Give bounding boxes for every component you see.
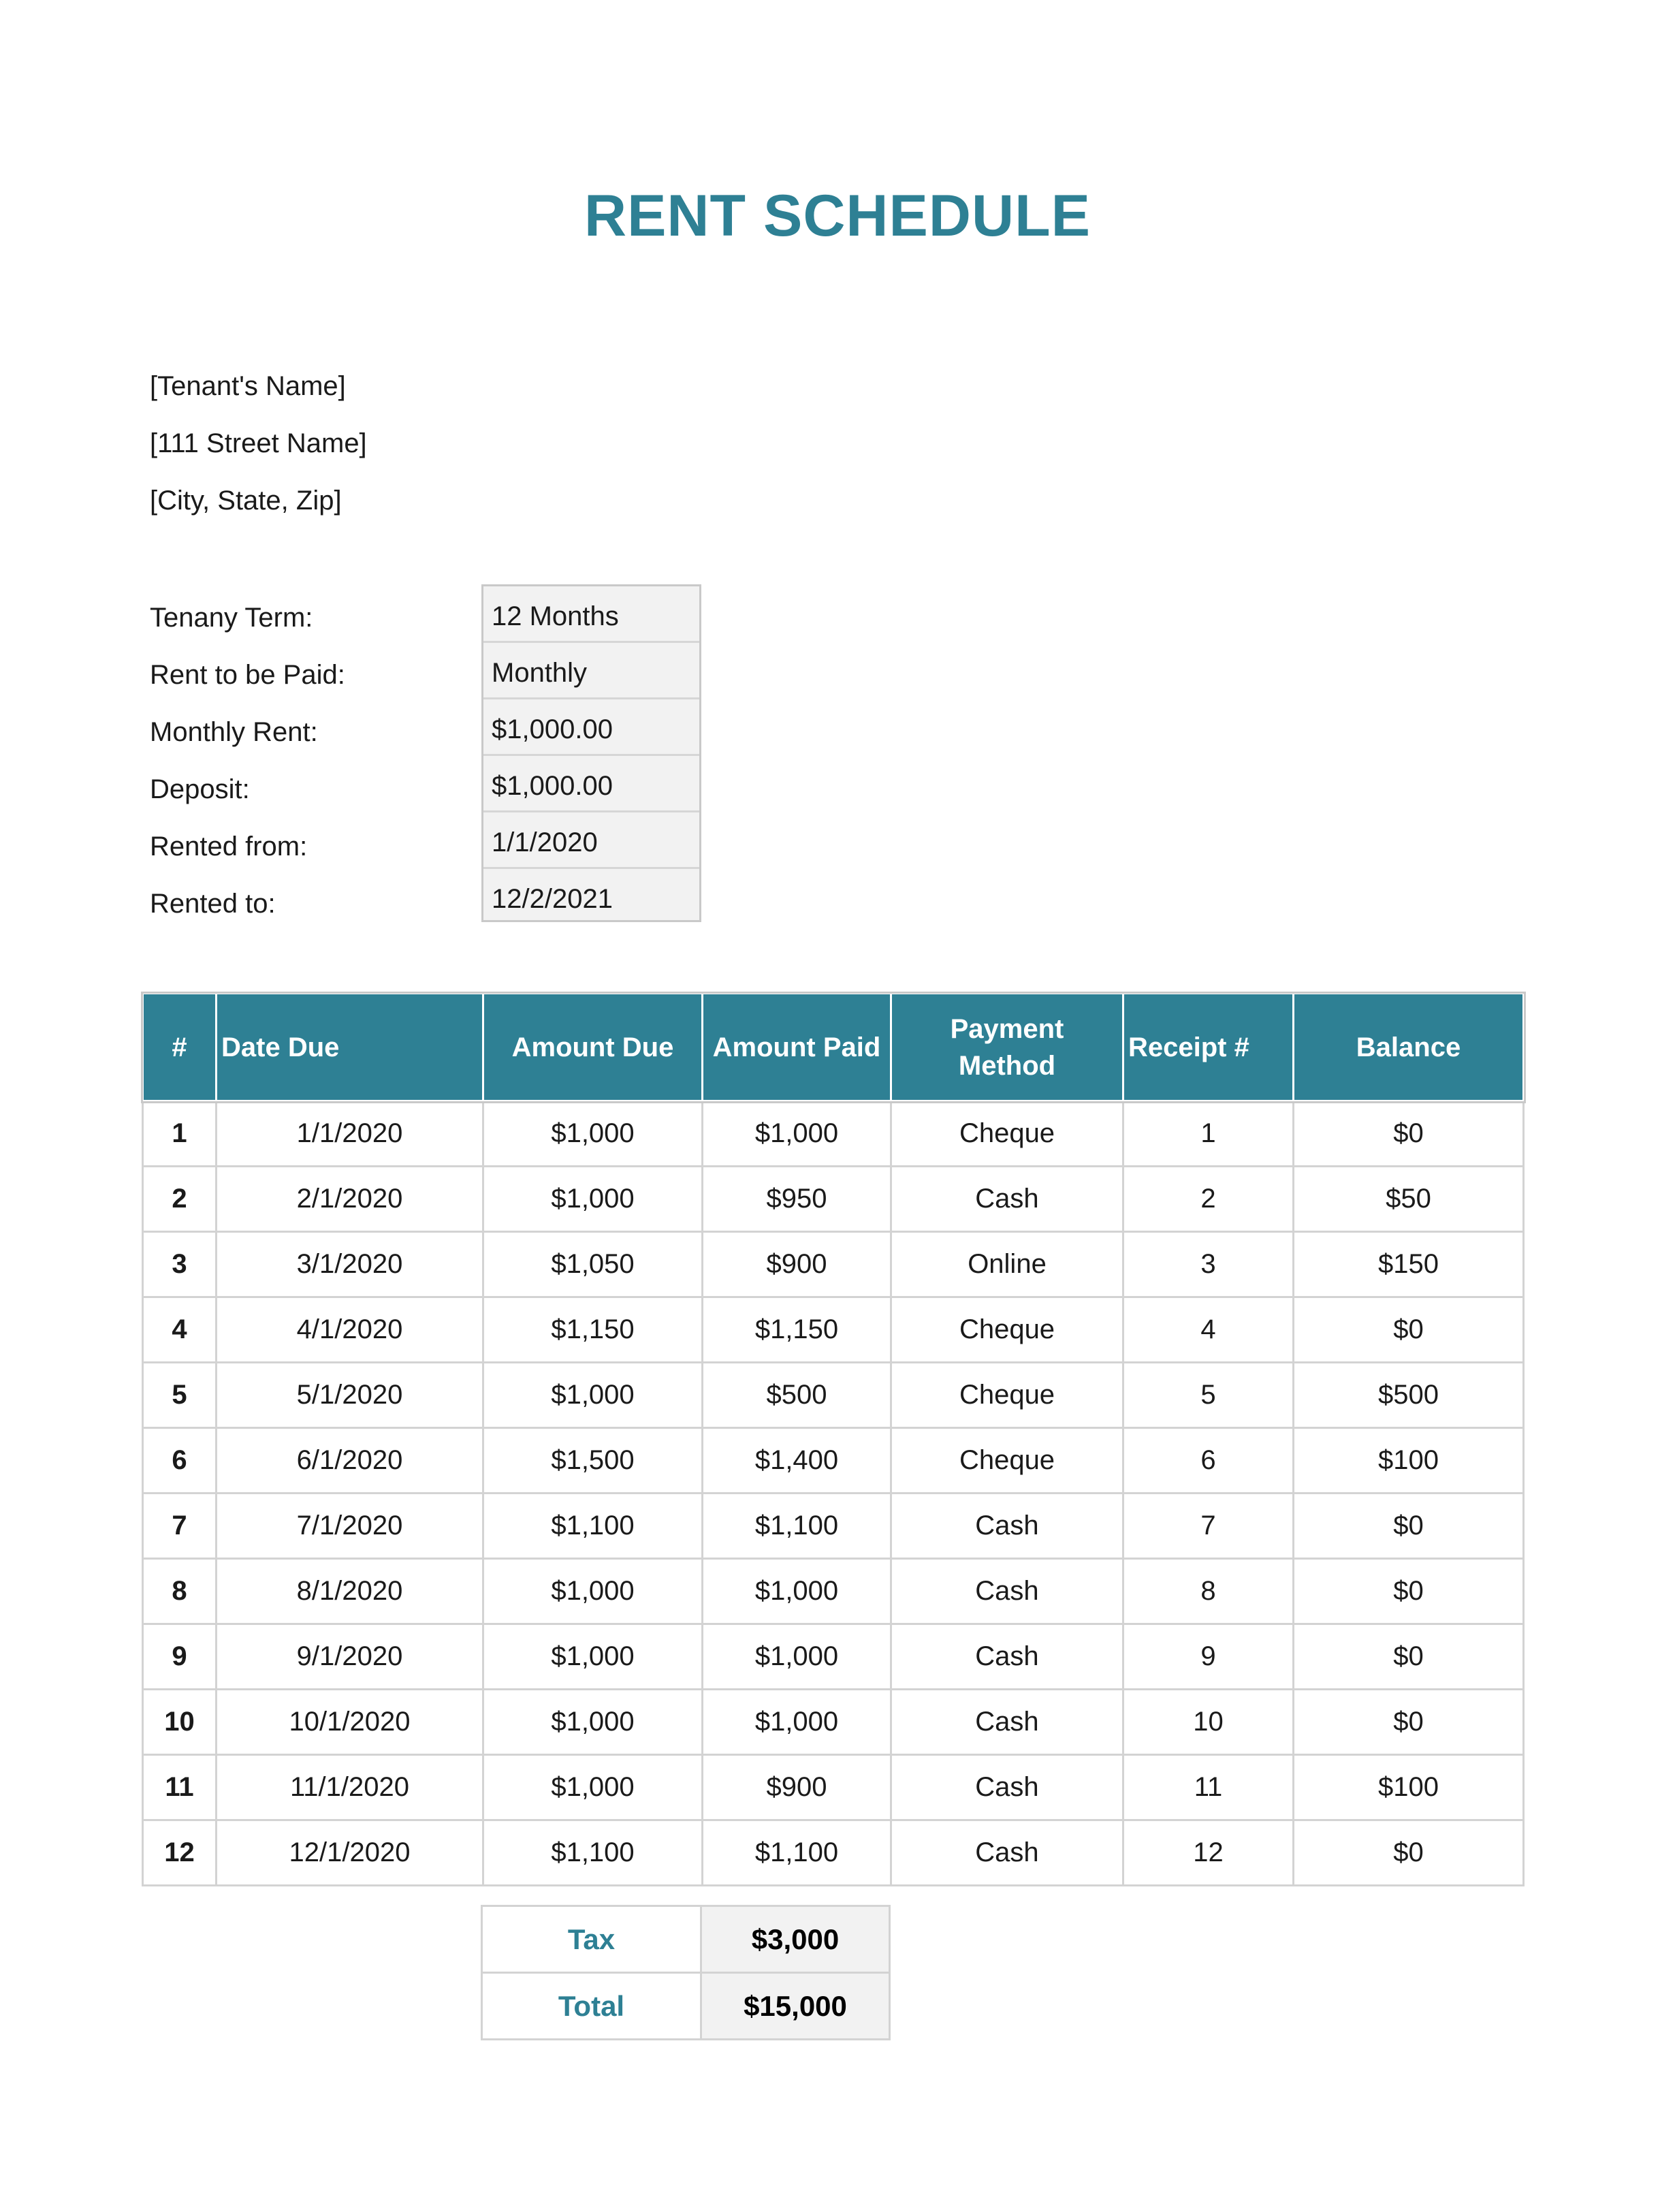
table-row (143, 1820, 1524, 1886)
total-row (482, 1973, 890, 2040)
header-payment-method-line1: Payment (950, 1013, 1064, 1044)
header-date-due: Date Due (217, 994, 483, 1101)
info-value-monthly-rent[interactable]: $1,000.00 (483, 699, 699, 756)
payment-method-cell[interactable]: Cash (891, 1624, 1123, 1690)
info-label-monthly-rent: Monthly Rent: (150, 717, 318, 747)
payment-method-cell[interactable]: Cheque (891, 1363, 1123, 1428)
row-number: 7 (143, 1494, 217, 1559)
amount-due-cell[interactable]: $1,000 (483, 1167, 703, 1232)
row-number: 3 (143, 1232, 217, 1297)
receipt-cell[interactable]: 2 (1123, 1167, 1294, 1232)
receipt-cell[interactable]: 7 (1123, 1494, 1294, 1559)
balance-cell[interactable]: $0 (1294, 1101, 1524, 1167)
amount-due-cell[interactable]: $1,150 (483, 1297, 703, 1363)
info-label-rented-to: Rented to: (150, 889, 276, 919)
payment-method-cell[interactable]: Cheque (891, 1101, 1123, 1167)
table-row (143, 1297, 1524, 1363)
row-number: 6 (143, 1428, 217, 1494)
receipt-cell[interactable]: 1 (1123, 1101, 1294, 1167)
table-row (143, 1624, 1524, 1690)
amount-paid-cell[interactable]: $1,000 (703, 1101, 891, 1167)
header-payment-method (891, 994, 1123, 1101)
balance-cell[interactable]: $0 (1294, 1690, 1524, 1755)
payment-method-cell[interactable]: Cheque (891, 1297, 1123, 1363)
amount-due-cell[interactable]: $1,050 (483, 1232, 703, 1297)
info-value-rent-paid[interactable]: Monthly (483, 643, 699, 699)
amount-paid-cell[interactable]: $1,400 (703, 1428, 891, 1494)
header-num: # (143, 994, 217, 1101)
info-label-rent-paid: Rent to be Paid: (150, 660, 345, 690)
table-row (143, 1755, 1524, 1820)
info-value-term[interactable]: 12 Months (483, 586, 699, 643)
page-title: RENT SCHEDULE (584, 183, 1091, 249)
row-number: 2 (143, 1167, 217, 1232)
info-value-deposit[interactable]: $1,000.00 (483, 756, 699, 812)
amount-due-cell[interactable]: $1,000 (483, 1755, 703, 1820)
amount-due-cell[interactable]: $1,000 (483, 1101, 703, 1167)
balance-cell[interactable]: $50 (1294, 1167, 1524, 1232)
amount-paid-cell[interactable]: $900 (703, 1755, 891, 1820)
amount-paid-cell[interactable]: $1,000 (703, 1559, 891, 1624)
table-body (143, 1101, 1524, 1886)
balance-cell[interactable]: $0 (1294, 1820, 1524, 1886)
balance-cell[interactable]: $100 (1294, 1755, 1524, 1820)
balance-cell[interactable]: $150 (1294, 1232, 1524, 1297)
amount-due-cell[interactable]: $1,000 (483, 1363, 703, 1428)
totals-table (481, 1905, 891, 2040)
receipt-cell[interactable]: 3 (1123, 1232, 1294, 1297)
date-due-cell[interactable]: 11/1/2020 (217, 1755, 483, 1820)
row-number: 11 (143, 1755, 217, 1820)
table-row (143, 1428, 1524, 1494)
amount-due-cell[interactable]: $1,100 (483, 1494, 703, 1559)
amount-paid-cell[interactable]: $900 (703, 1232, 891, 1297)
amount-due-cell[interactable]: $1,500 (483, 1428, 703, 1494)
receipt-cell[interactable]: 5 (1123, 1363, 1294, 1428)
tax-label: Tax (482, 1906, 701, 1973)
date-due-cell[interactable]: 7/1/2020 (217, 1494, 483, 1559)
date-due-cell[interactable]: 8/1/2020 (217, 1559, 483, 1624)
tax-value[interactable]: $3,000 (701, 1906, 890, 1973)
row-number: 10 (143, 1690, 217, 1755)
tax-row (482, 1906, 890, 1973)
amount-due-cell[interactable]: $1,000 (483, 1624, 703, 1690)
row-number: 9 (143, 1624, 217, 1690)
header-balance: Balance (1294, 994, 1524, 1101)
info-value-rented-from[interactable]: 1/1/2020 (483, 812, 699, 869)
table-row (143, 1690, 1524, 1755)
date-due-cell[interactable]: 4/1/2020 (217, 1297, 483, 1363)
header-amount-due: Amount Due (483, 994, 703, 1101)
table-row (143, 1101, 1524, 1167)
table-row (143, 1167, 1524, 1232)
receipt-cell[interactable]: 8 (1123, 1559, 1294, 1624)
payment-method-cell[interactable]: Cash (891, 1494, 1123, 1559)
balance-cell[interactable]: $500 (1294, 1363, 1524, 1428)
table-row (143, 1232, 1524, 1297)
payment-method-cell[interactable]: Cash (891, 1559, 1123, 1624)
balance-cell[interactable]: $0 (1294, 1624, 1524, 1690)
date-due-cell[interactable]: 9/1/2020 (217, 1624, 483, 1690)
amount-paid-cell[interactable]: $1,000 (703, 1624, 891, 1690)
info-label-term: Tenany Term: (150, 603, 313, 633)
info-value-rented-to[interactable]: 12/2/2021 (492, 884, 613, 914)
table-row (143, 1363, 1524, 1428)
city-state-zip: [City, State, Zip] (150, 486, 342, 516)
row-number: 8 (143, 1559, 217, 1624)
date-due-cell[interactable]: 10/1/2020 (217, 1690, 483, 1755)
table-row (143, 1494, 1524, 1559)
amount-due-cell[interactable]: $1,000 (483, 1690, 703, 1755)
total-value[interactable]: $15,000 (701, 1973, 890, 2040)
amount-due-cell[interactable]: $1,100 (483, 1820, 703, 1886)
date-due-cell[interactable]: 3/1/2020 (217, 1232, 483, 1297)
header-receipt: Receipt # (1123, 994, 1294, 1101)
payment-method-cell[interactable]: Online (891, 1232, 1123, 1297)
receipt-cell[interactable]: 9 (1123, 1624, 1294, 1690)
date-due-cell[interactable]: 6/1/2020 (217, 1428, 483, 1494)
table-row (143, 1559, 1524, 1624)
info-label-deposit: Deposit: (150, 774, 250, 804)
payment-method-cell[interactable]: Cheque (891, 1428, 1123, 1494)
amount-paid-cell[interactable]: $1,150 (703, 1297, 891, 1363)
date-due-cell[interactable]: 1/1/2020 (217, 1101, 483, 1167)
row-number: 4 (143, 1297, 217, 1363)
amount-paid-cell[interactable]: $1,000 (703, 1690, 891, 1755)
row-number: 12 (143, 1820, 217, 1886)
amount-paid-cell[interactable]: $500 (703, 1363, 891, 1428)
amount-paid-cell[interactable]: $950 (703, 1167, 891, 1232)
receipt-cell[interactable]: 11 (1123, 1755, 1294, 1820)
amount-paid-cell[interactable]: $1,100 (703, 1494, 891, 1559)
tenant-name: [Tenant's Name] (150, 371, 346, 401)
date-due-cell[interactable]: 12/1/2020 (217, 1820, 483, 1886)
street-address: [111 Street Name] (150, 428, 367, 458)
balance-cell[interactable]: $0 (1294, 1494, 1524, 1559)
payment-method-cell[interactable]: Cash (891, 1167, 1123, 1232)
payment-method-cell[interactable]: Cash (891, 1820, 1123, 1886)
table-header-row (143, 994, 1524, 1101)
receipt-cell[interactable]: 6 (1123, 1428, 1294, 1494)
total-label: Total (482, 1973, 701, 2040)
balance-cell[interactable]: $0 (1294, 1559, 1524, 1624)
amount-paid-cell[interactable]: $1,100 (703, 1820, 891, 1886)
payment-method-cell[interactable]: Cash (891, 1755, 1123, 1820)
header-payment-method-line2: Method (958, 1050, 1056, 1081)
row-number: 5 (143, 1363, 217, 1428)
amount-due-cell[interactable]: $1,000 (483, 1559, 703, 1624)
date-due-cell[interactable]: 5/1/2020 (217, 1363, 483, 1428)
header-amount-paid: Amount Paid (703, 994, 891, 1101)
receipt-cell[interactable]: 4 (1123, 1297, 1294, 1363)
info-label-rented-from: Rented from: (150, 832, 308, 862)
rent-schedule-table (142, 992, 1525, 1886)
date-due-cell[interactable]: 2/1/2020 (217, 1167, 483, 1232)
balance-cell[interactable]: $0 (1294, 1297, 1524, 1363)
balance-cell[interactable]: $100 (1294, 1428, 1524, 1494)
receipt-cell[interactable]: 10 (1123, 1690, 1294, 1755)
row-number: 1 (143, 1101, 217, 1167)
receipt-cell[interactable]: 12 (1123, 1820, 1294, 1886)
payment-method-cell[interactable]: Cash (891, 1690, 1123, 1755)
lease-info-box (481, 584, 701, 922)
